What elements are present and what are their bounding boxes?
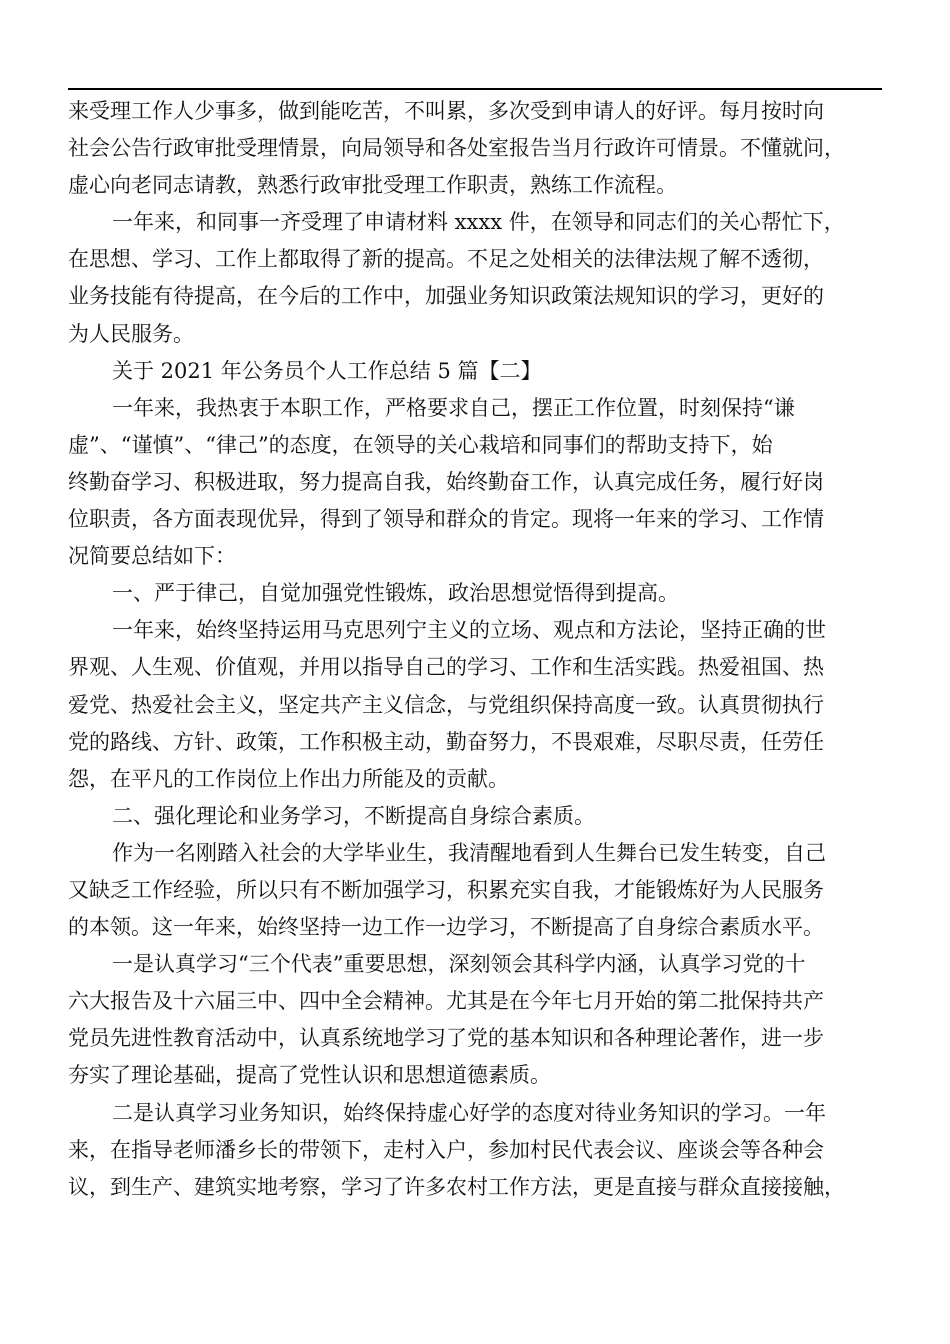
text-line: 的本领。这一年来，始终坚持一边工作一边学习，不断提高了自身综合素质水平。 <box>68 915 824 940</box>
text-line: 一年来，始终坚持运用马克思列宁主义的立场、观点和方法论，坚持正确的世 <box>112 618 826 643</box>
text-line: 议，到生产、建筑实地考察，学习了许多农村工作方法，更是直接与群众直接接触， <box>68 1174 845 1199</box>
text-line: 一、严于律己，自觉加强党性锻炼，政治思想觉悟得到提高。 <box>112 581 679 606</box>
document-body <box>68 93 886 1206</box>
text-line: 一年来，我热衷于本职工作，严格要求自己，摆正工作位置，时刻保持“谦 <box>112 395 795 420</box>
text-line: 作为一名刚踏入社会的大学毕业生，我清醒地看到人生舞台已发生转变，自己 <box>112 840 826 865</box>
text-line: 关于 2021 年公务员个人工作总结 5 篇【二】 <box>112 358 542 383</box>
header-rule <box>68 88 882 90</box>
text-line: 况简要总结如下： <box>68 544 236 569</box>
text-line: 终勤奋学习、积极进取，努力提高自我，始终勤奋工作，认真完成任务，履行好岗 <box>68 469 824 494</box>
text-line: 怨，在平凡的工作岗位上作出力所能及的贡献。 <box>68 766 509 791</box>
text-line: 界观、人生观、价值观，并用以指导自己的学习、工作和生活实践。热爱祖国、热 <box>68 655 824 680</box>
text-line: 又缺乏工作经验，所以只有不断加强学习，积累充实自我，才能锻炼好为人民服务 <box>68 877 824 902</box>
text-line: 来，在指导老师潘乡长的带领下，走村入户，参加村民代表会议、座谈会等各种会 <box>68 1137 824 1162</box>
text-line: 位职责，各方面表现优异，得到了领导和群众的肯定。现将一年来的学习、工作情 <box>68 507 824 532</box>
text-line: 社会公告行政审批受理情景，向局领导和各处室报告当月行政许可情景。不懂就问， <box>68 136 845 161</box>
text-line: 虚”、“谨慎”、“律己”的态度，在领导的关心栽培和同事们的帮助支持下，始 <box>68 432 773 457</box>
text-line: 为人民服务。 <box>68 321 194 346</box>
text-line: 党员先进性教育活动中，认真系统地学习了党的基本知识和各种理论著作，进一步 <box>68 1026 824 1051</box>
text-line: 爱党、热爱社会主义，坚定共产主义信念，与党组织保持高度一致。认真贯彻执行 <box>68 692 824 717</box>
text-line: 业务技能有待提高，在今后的工作中，加强业务知识政策法规知识的学习，更好的 <box>68 284 824 309</box>
text-line: 二是认真学习业务知识，始终保持虚心好学的态度对待业务知识的学习。一年 <box>112 1100 826 1125</box>
text-line: 六大报告及十六届三中、四中全会精神。尤其是在今年七月开始的第二批保持共产 <box>68 989 824 1014</box>
text-line: 在思想、学习、工作上都取得了新的提高。不足之处相关的法律法规了解不透彻， <box>68 247 824 272</box>
text-line: 党的路线、方针、政策，工作积极主动，勤奋努力，不畏艰难，尽职尽责，任劳任 <box>68 729 824 754</box>
text-line: 一年来，和同事一齐受理了申请材料 xxxx 件，在领导和同志们的关心帮忙下， <box>112 210 845 235</box>
text-line: 虚心向老同志请教，熟悉行政审批受理工作职责，熟练工作流程。 <box>68 173 677 198</box>
text-line: 二、强化理论和业务学习，不断提高自身综合素质。 <box>112 803 595 828</box>
text-line: 来受理工作人少事多，做到能吃苦，不叫累，多次受到申请人的好评。每月按时向 <box>68 99 824 123</box>
text-line: 一是认真学习“三个代表”重要思想，深刻领会其科学内涵，认真学习党的十 <box>112 952 806 977</box>
text-line: 夯实了理论基础，提高了党性认识和思想道德素质。 <box>68 1063 551 1088</box>
